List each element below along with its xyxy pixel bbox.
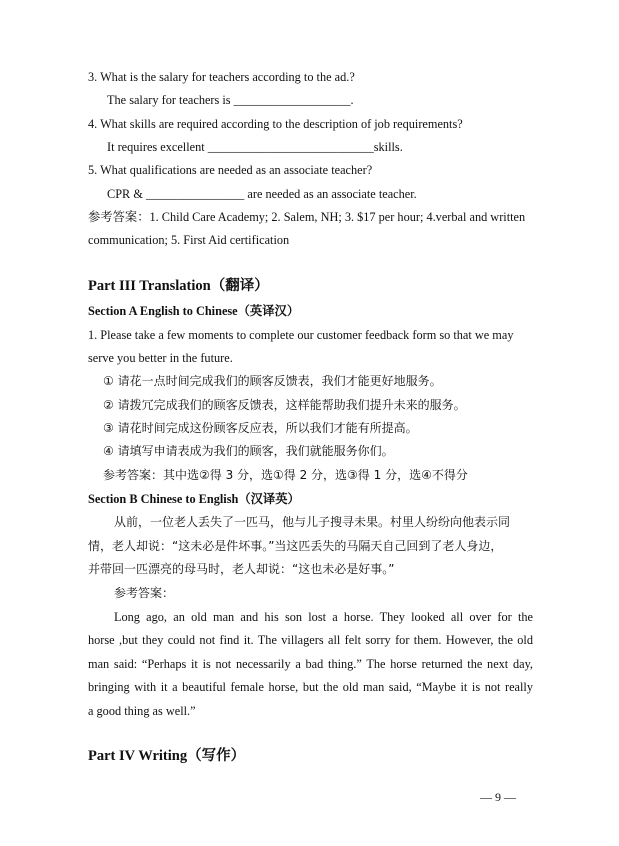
- option-4: ④ 请填写申请表成为我们的顾客，我们就能服务你们。: [103, 444, 394, 458]
- answer-4-blank: It requires excellent ___________________________skills.: [107, 140, 403, 154]
- question-4: 4. What skills are required according to the description of job requirements?: [88, 117, 463, 131]
- part-3-heading: Part III Translation（翻译）: [88, 278, 269, 294]
- option-3: ③ 请花时间完成这份顾客反应表，所以我们才能有所提高。: [103, 421, 418, 435]
- english-passage-line-4: bringing with it a beautiful female horse, but the old man said, “Maybe it is not really: [88, 680, 533, 694]
- option-1: ① 请花一点时间完成我们的顾客反馈表，我们才能更好地服务。: [103, 374, 442, 388]
- english-passage-line-3: man said: “Perhaps it is not necessarily a bad thing.” The horse returned the next day,: [88, 657, 533, 671]
- english-passage-line-1: Long ago, an old man and his son lost a horse. They looked all over for the: [114, 610, 533, 624]
- section-b-answer-label: 参考答案：: [114, 586, 175, 600]
- section-b-heading: Section B Chinese to English（汉译英）: [88, 492, 300, 506]
- chinese-passage-line-2: 情，老人却说：“这未必是件坏事。”当这匹丢失的马隔天自己回到了老人身边，: [88, 539, 503, 553]
- english-passage-line-2: horse ,but they could not find it. The villagers all felt sorry for them. However, the old: [88, 633, 533, 647]
- section-a-heading: Section A English to Chinese（英译汉）: [88, 304, 300, 318]
- part-4-heading: Part IV Writing（写作）: [88, 748, 246, 764]
- answer-key-line-1: 参考答案：1. Child Care Academy; 2. Salem, NH; 3. $17 per hour; 4.verbal and written: [88, 210, 526, 224]
- question-5: 5. What qualifications are needed as an associate teacher?: [88, 163, 373, 177]
- chinese-passage-line-3: 并带回一匹漂亮的母马时，老人却说：“这也未必是好事。”: [88, 562, 395, 576]
- answer-key-line-2: communication; 5. First Aid certification: [88, 233, 290, 247]
- question-3: 3. What is the salary for teachers according to the ad.?: [88, 70, 355, 84]
- option-2: ② 请拨冗完成我们的顾客反馈表，这样能帮助我们提升未来的服务。: [103, 398, 466, 412]
- section-a-answer-key: 参考答案：其中选②得 3 分，选①得 2 分，选③得 1 分，选④不得分: [103, 468, 468, 482]
- section-a-question-line-1: 1. Please take a few moments to complete our customer feedback form so that we may: [88, 328, 514, 342]
- english-passage-line-5: a good thing as well.”: [88, 704, 196, 718]
- chinese-passage-line-1: 从前，一位老人丢失了一匹马，他与儿子搜寻未果。村里人纷纷向他表示同: [114, 515, 511, 529]
- section-a-question-line-2: serve you better in the future.: [88, 351, 233, 365]
- answer-5-blank: CPR & ________________ are needed as an associate teacher.: [107, 187, 417, 201]
- page-number: — 9 —: [480, 790, 516, 804]
- answer-3-blank: The salary for teachers is ___________________.: [107, 93, 354, 107]
